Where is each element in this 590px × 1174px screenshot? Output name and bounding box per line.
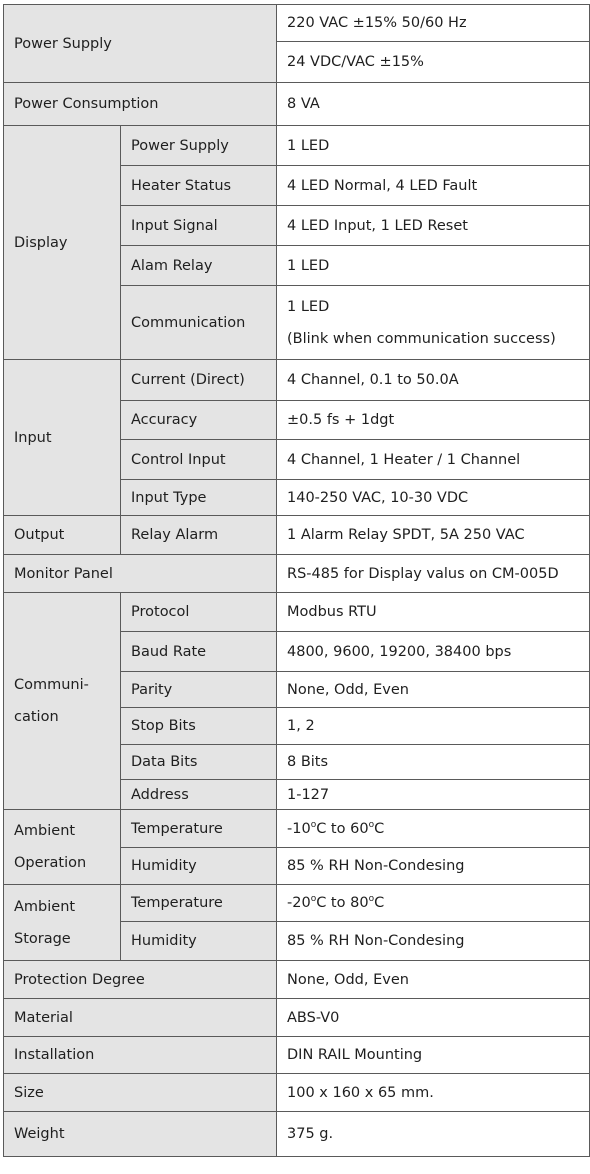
output-label: Output bbox=[4, 516, 121, 555]
relay-alarm-value: 1 Alarm Relay SPDT, 5A 250 VAC bbox=[277, 516, 590, 555]
power-consumption-label: Power Consumption bbox=[4, 83, 277, 126]
protection-degree-value: None, Odd, Even bbox=[277, 961, 590, 999]
parity-value: None, Odd, Even bbox=[277, 672, 590, 708]
stop-bits-value: 1, 2 bbox=[277, 708, 590, 745]
storage-temperature-min: -20 bbox=[287, 895, 311, 911]
data-bits-label: Data Bits bbox=[121, 745, 277, 780]
input-type-value: 140-250 VAC, 10-30 VDC bbox=[277, 480, 590, 516]
alam-relay-label: Alam Relay bbox=[121, 246, 277, 286]
protocol-label: Protocol bbox=[121, 593, 277, 632]
communication-label-line1: Communi- bbox=[14, 677, 89, 693]
communication-display-label: Communication bbox=[121, 286, 277, 360]
heater-status-label: Heater Status bbox=[121, 166, 277, 206]
communication-display-value-line2: (Blink when communication success) bbox=[287, 330, 556, 347]
material-value: ABS-V0 bbox=[277, 999, 590, 1037]
storage-humidity-value: 85 % RH Non-Condesing bbox=[277, 922, 590, 961]
table-row bbox=[4, 126, 590, 166]
baud-rate-value: 4800, 9600, 19200, 38400 bps bbox=[277, 632, 590, 672]
power-supply-dc-value: 24 VDC/VAC ±15% bbox=[277, 42, 590, 83]
heater-status-value: 4 LED Normal, 4 LED Fault bbox=[277, 166, 590, 206]
storage-humidity-label: Humidity bbox=[121, 922, 277, 961]
operation-humidity-value: 85 % RH Non-Condesing bbox=[277, 848, 590, 885]
communication-display-value-line1: 1 LED bbox=[287, 298, 330, 315]
specification-table bbox=[3, 4, 590, 1157]
operation-temperature-label: Temperature bbox=[121, 810, 277, 848]
ambient-storage-label-line2: Storage bbox=[14, 930, 71, 947]
baud-rate-label: Baud Rate bbox=[121, 632, 277, 672]
table-row bbox=[4, 555, 590, 593]
protocol-value: Modbus RTU bbox=[277, 593, 590, 632]
input-signal-label: Input Signal bbox=[121, 206, 277, 246]
ambient-operation-label-line2: Operation bbox=[14, 855, 87, 871]
storage-temperature-unit: C bbox=[374, 895, 385, 911]
address-value: 1-127 bbox=[277, 780, 590, 810]
operation-temperature-max: C to 60 bbox=[316, 820, 369, 837]
degree-symbol: o bbox=[310, 819, 317, 830]
table-row bbox=[4, 885, 590, 922]
stop-bits-label: Stop Bits bbox=[121, 708, 277, 745]
table-row bbox=[4, 83, 590, 126]
data-bits-value: 8 Bits bbox=[277, 745, 590, 780]
power-supply-label: Power Supply bbox=[4, 5, 277, 83]
display-power-supply-label: Power Supply bbox=[121, 126, 277, 166]
address-label: Address bbox=[121, 780, 277, 810]
table-row bbox=[4, 961, 590, 999]
current-direct-value: 4 Channel, 0.1 to 50.0A bbox=[277, 360, 590, 401]
parity-label: Parity bbox=[121, 672, 277, 708]
ambient-operation-label-line1: Ambient bbox=[14, 823, 76, 839]
accuracy-value: ±0.5 fs + 1dgt bbox=[277, 401, 590, 440]
communication-label-line2: cation bbox=[14, 709, 59, 725]
power-supply-ac-value: 220 VAC ±15% 50/60 Hz bbox=[277, 5, 590, 42]
control-input-value: 4 Channel, 1 Heater / 1 Channel bbox=[277, 440, 590, 480]
operation-temperature-value bbox=[277, 810, 590, 848]
installation-value: DIN RAIL Mounting bbox=[277, 1037, 590, 1074]
input-type-label: Input Type bbox=[121, 480, 277, 516]
relay-alarm-label: Relay Alarm bbox=[121, 516, 277, 555]
table-row bbox=[4, 1112, 590, 1157]
operation-temperature-unit: C bbox=[374, 820, 385, 837]
operation-temperature-min: -10 bbox=[287, 820, 311, 837]
weight-label: Weight bbox=[4, 1112, 277, 1157]
table-row bbox=[4, 810, 590, 848]
size-value: 100 x 160 x 65 mm. bbox=[277, 1074, 590, 1112]
table-row bbox=[4, 5, 590, 42]
communication-label bbox=[4, 593, 121, 810]
alam-relay-value: 1 LED bbox=[277, 246, 590, 286]
protection-degree-label: Protection Degree bbox=[4, 961, 277, 999]
table-row bbox=[4, 593, 590, 632]
monitor-panel-label: Monitor Panel bbox=[4, 555, 277, 593]
power-consumption-value: 8 VA bbox=[277, 83, 590, 126]
storage-temperature-value bbox=[277, 885, 590, 922]
table-row bbox=[4, 999, 590, 1037]
monitor-panel-value: RS-485 for Display valus on CM-005D bbox=[277, 555, 590, 593]
display-label: Display bbox=[4, 126, 121, 360]
input-label: Input bbox=[4, 360, 121, 516]
ambient-storage-label bbox=[4, 885, 121, 961]
size-label: Size bbox=[4, 1074, 277, 1112]
table-row bbox=[4, 360, 590, 401]
operation-humidity-label: Humidity bbox=[121, 848, 277, 885]
storage-temperature-max: C to 80 bbox=[316, 895, 369, 911]
ambient-operation-label bbox=[4, 810, 121, 885]
display-power-supply-value: 1 LED bbox=[277, 126, 590, 166]
accuracy-label: Accuracy bbox=[121, 401, 277, 440]
table-row bbox=[4, 1037, 590, 1074]
installation-label: Installation bbox=[4, 1037, 277, 1074]
input-signal-value: 4 LED Input, 1 LED Reset bbox=[277, 206, 590, 246]
degree-symbol: o bbox=[310, 894, 317, 904]
table-row bbox=[4, 1074, 590, 1112]
material-label: Material bbox=[4, 999, 277, 1037]
table-row bbox=[4, 516, 590, 555]
current-direct-label: Current (Direct) bbox=[121, 360, 277, 401]
degree-symbol: o bbox=[368, 894, 375, 904]
storage-temperature-label: Temperature bbox=[121, 885, 277, 922]
control-input-label: Control Input bbox=[121, 440, 277, 480]
ambient-storage-label-line1: Ambient bbox=[14, 898, 76, 915]
weight-value: 375 g. bbox=[277, 1112, 590, 1157]
degree-symbol: o bbox=[368, 819, 375, 830]
communication-display-value bbox=[277, 286, 590, 360]
